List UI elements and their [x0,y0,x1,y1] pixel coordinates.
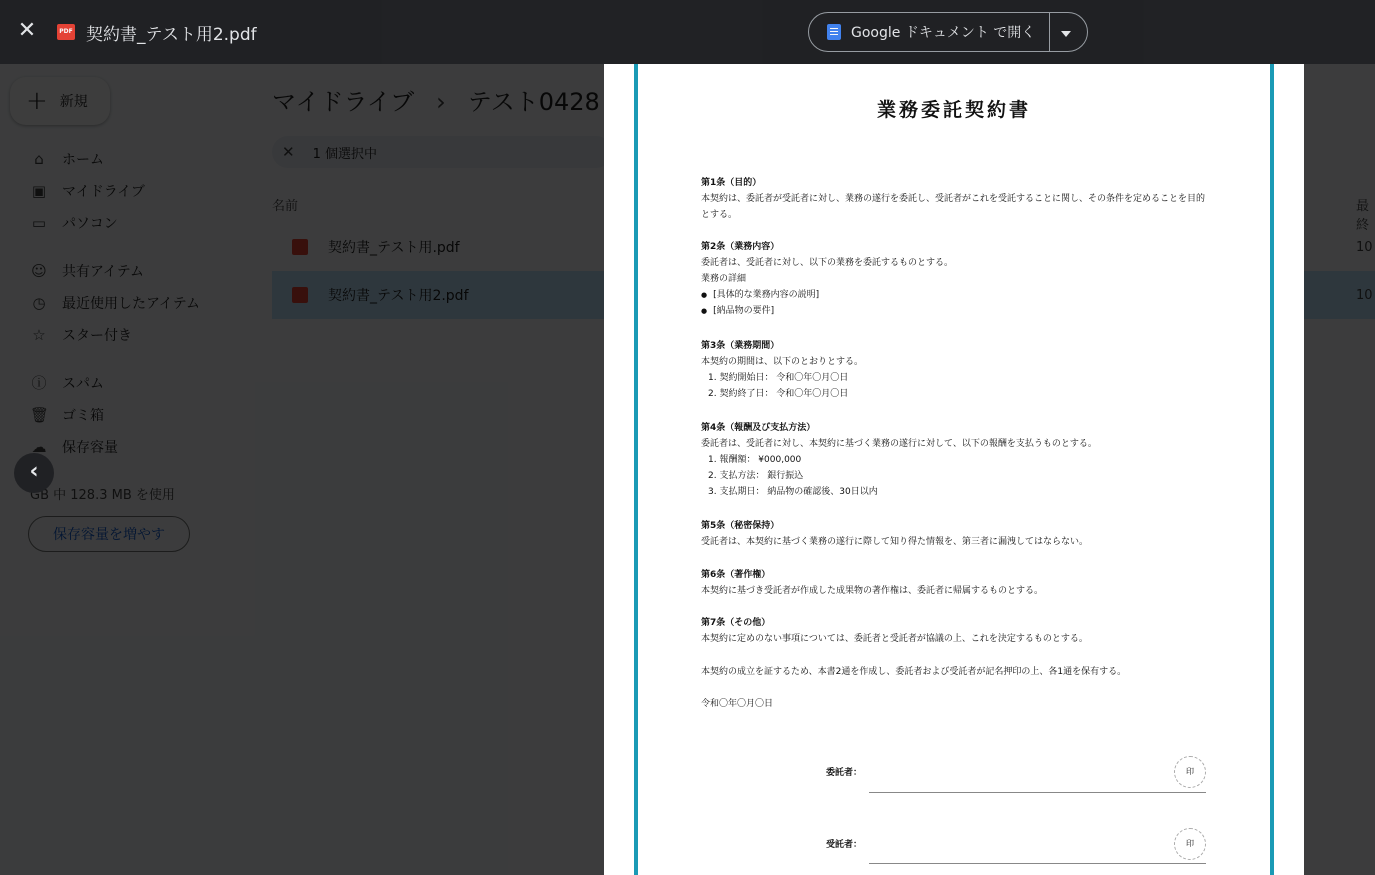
signature-line [869,792,1206,793]
seal-stamp: 印 [1174,828,1206,860]
dropdown-caret-icon[interactable] [1061,31,1071,37]
article-1 [701,175,1211,223]
article-heading: 第1条（目的） [701,178,762,188]
document-title: 業務委託契約書 [876,99,1031,121]
article-text: 本契約に基づき受託者が作成した成果物の著作権は、委託者に帰属するものとする。 [701,586,1044,596]
article-2 [701,239,1211,319]
article-subheading: 業務の詳細 [701,274,747,284]
pdf-page [604,64,1304,875]
open-with-button[interactable] [808,12,1088,52]
article-heading: 第5条（秘密保持） [701,521,780,531]
bullet-list [701,287,1211,319]
signatory-1-label: 委託者： [826,768,863,778]
article-text: 本契約は、委託者が受託者に対し、業務の遂行を委託し、受託者がこれを受託することに関し、その条件を定めることを目的とする。 [701,194,1206,220]
article-text: 受託者は、本契約に基づく業務の遂行に際して知り得た情報を、第三者に漏洩してはならない。 [701,537,1089,547]
article-text: 委託者は、受託者に対し、本契約に基づく業務の遂行に対して、以下の報酬を支払うものとする。 [701,439,1097,449]
article-heading: 第3条（業務期間） [701,341,780,351]
article-text: 本契約に定めのない事項については、委託者と受託者が協議の上、これを決定するものとする。 [701,634,1088,644]
list-item: 2. 契約終了日： 令和〇年〇月〇日 [708,389,849,399]
signature-line [869,863,1206,864]
closing-text: 本契約の成立を証するため、本書2通を作成し、委託者および受託者が記名押印の上、各1通を保有する。 [701,667,1127,677]
list-item: 3. 支払期日： 納品物の確認後、30日以内 [708,487,878,497]
article-heading: 第4条（報酬及び支払方法） [701,423,816,433]
list-item: ● [納品物の要件] [701,303,1211,319]
pdf-icon: PDF [57,24,75,40]
seal-stamp: 印 [1174,756,1206,788]
button-divider [1049,13,1050,51]
file-title: 契約書_テスト用2.pdf [86,25,257,45]
article-heading: 第2条（業務内容） [701,242,780,252]
close-icon[interactable]: ✕ [17,18,37,43]
previous-file-button[interactable] [14,453,54,493]
open-with-label: Google ドキュメント で開く [851,25,1036,41]
chevron-left-icon: ‹ [29,459,39,484]
article-heading: 第7条（その他） [701,618,771,628]
article-6 [701,567,1211,599]
document-date: 令和〇年〇月〇日 [701,699,774,709]
article-5 [701,518,1211,550]
article-7 [701,615,1211,647]
signatory-2-label: 受託者： [826,840,863,850]
list-item: ● [具体的な業務内容の説明] [701,287,1211,303]
list-item: 2. 支払方法： 銀行振込 [708,471,804,481]
article-3 [701,338,1211,402]
list-item: 1. 報酬額： ¥000,000 [708,455,802,465]
google-docs-icon [827,24,841,40]
viewer-header [0,0,1375,64]
article-4 [701,420,1211,500]
article-text: 委託者は、受託者に対し、以下の業務を委託するものとする。 [701,258,954,268]
article-heading: 第6条（著作権） [701,570,771,580]
article-text: 本契約の期間は、以下のとおりとする。 [701,357,864,367]
list-item: 1. 契約開始日： 令和〇年〇月〇日 [708,373,849,383]
